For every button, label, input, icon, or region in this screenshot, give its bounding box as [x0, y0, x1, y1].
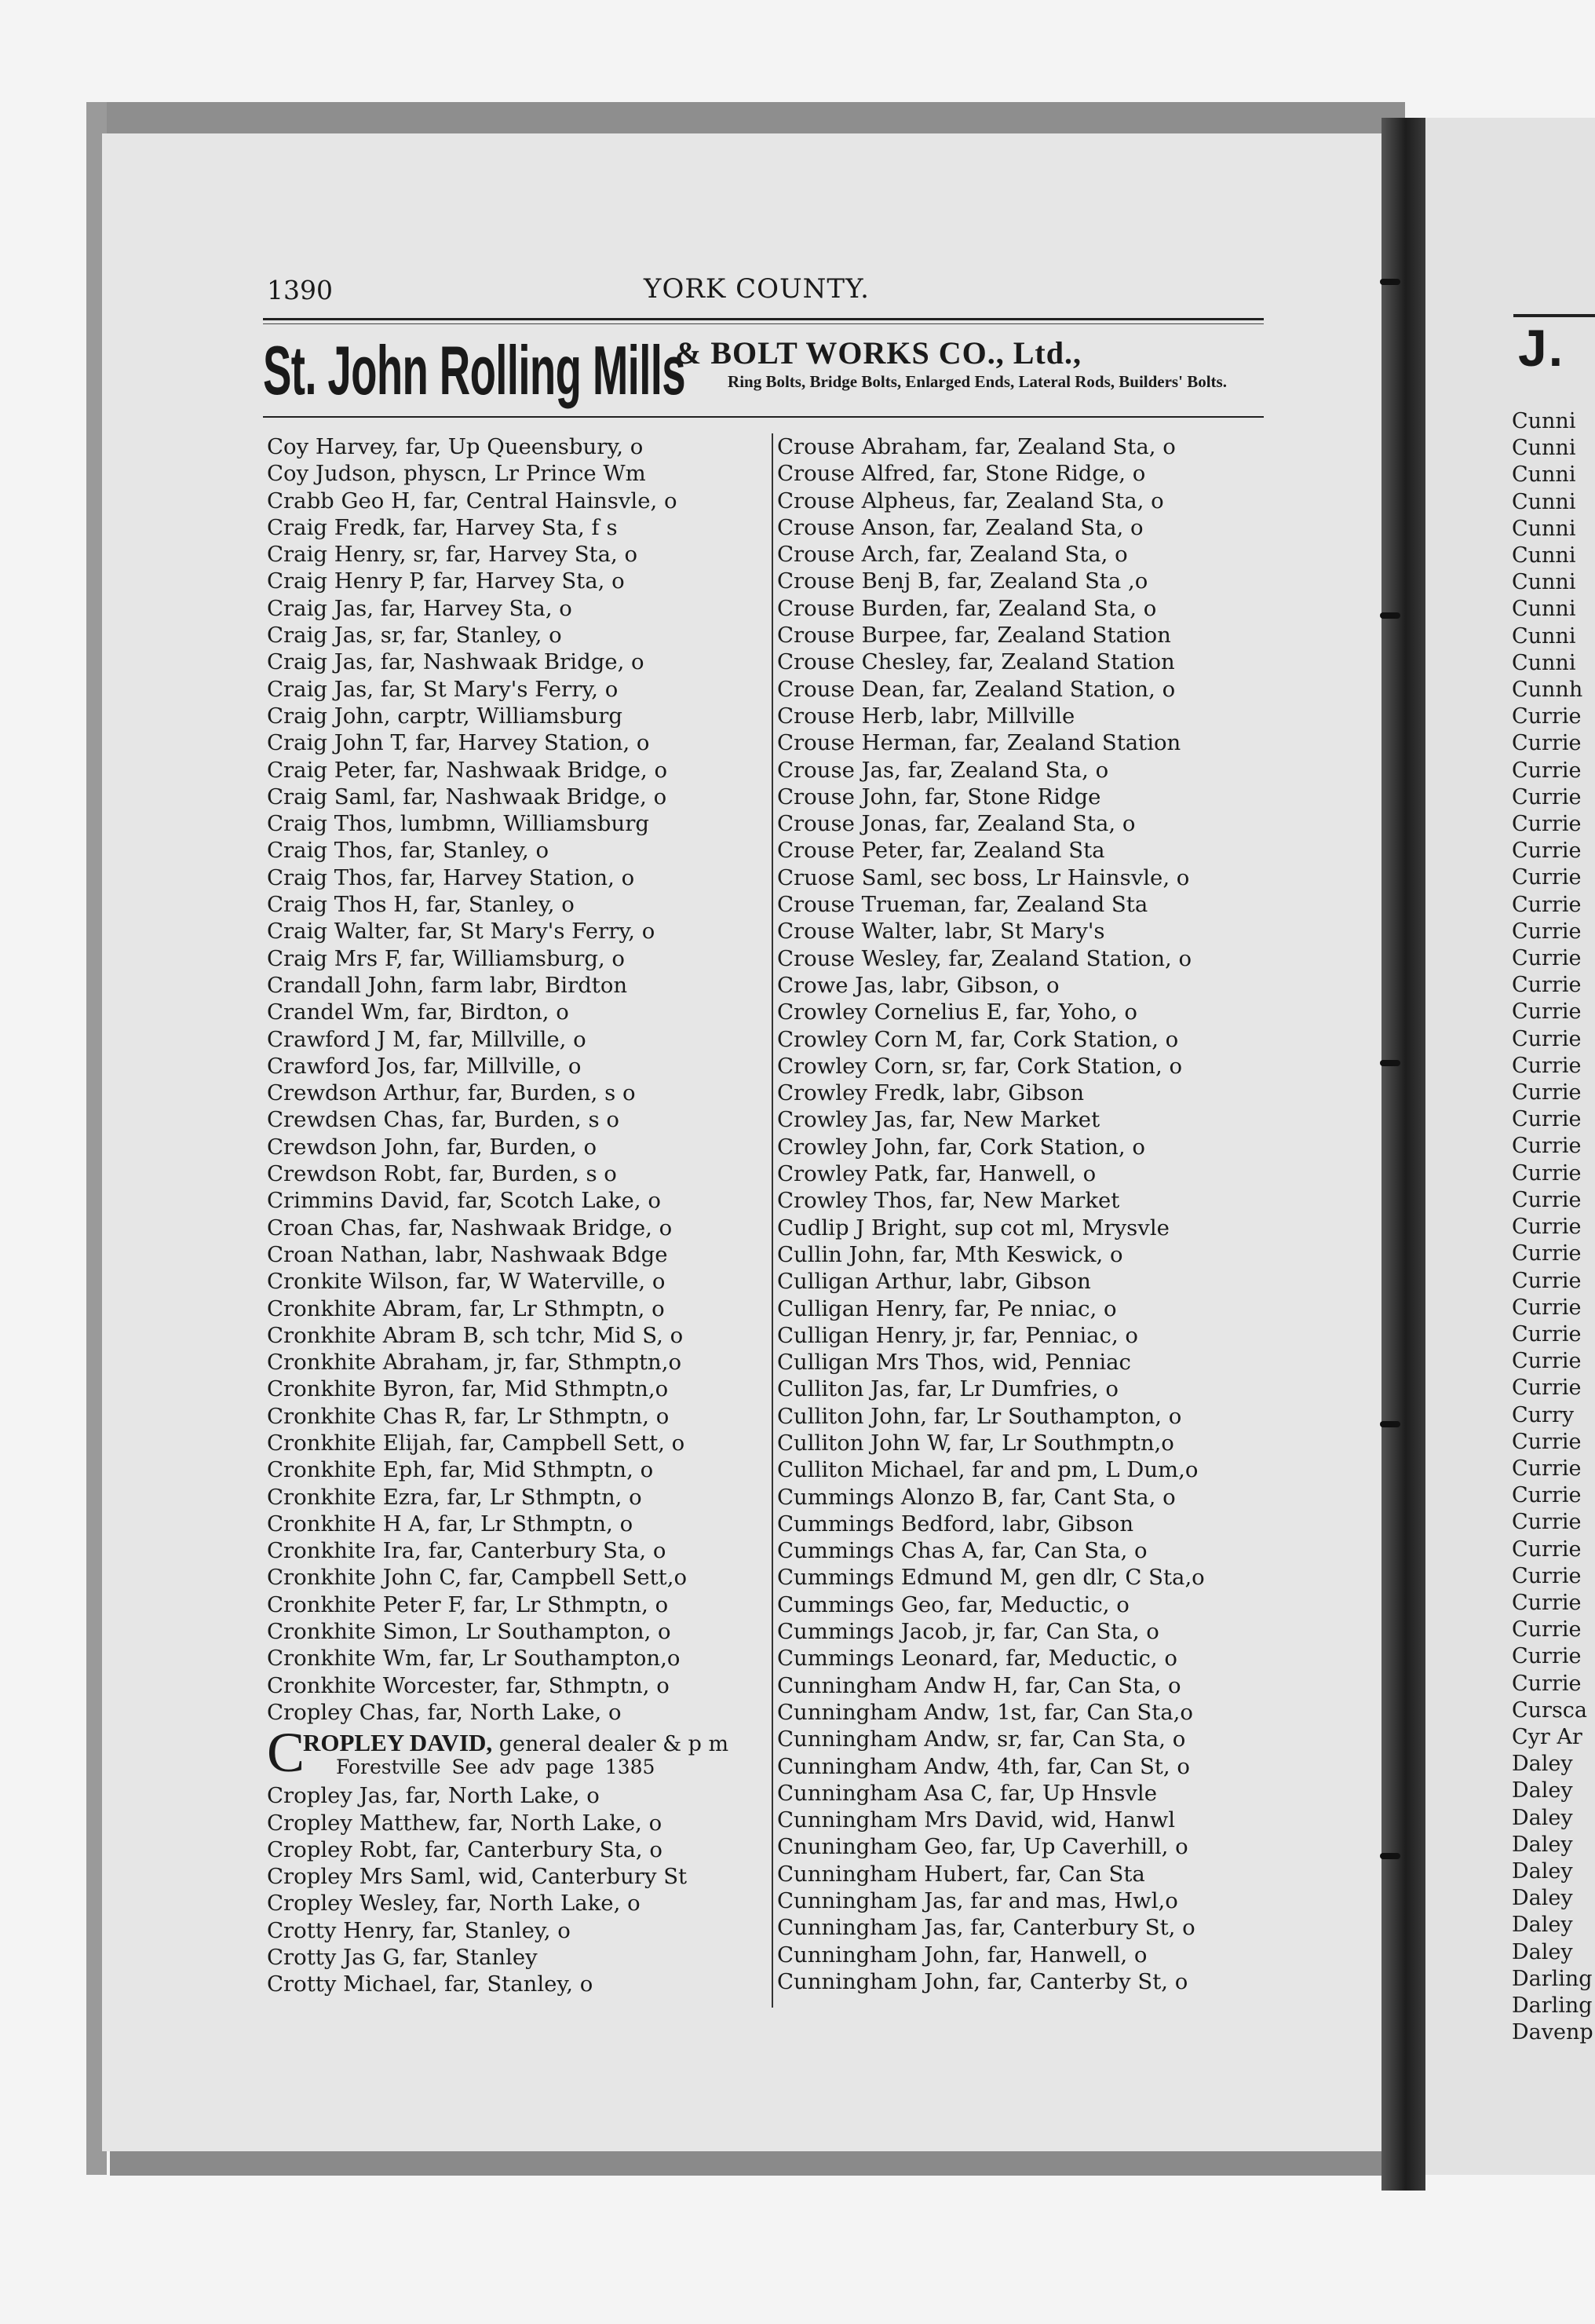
facing-page-entry: Daley — [1512, 1939, 1573, 1964]
directory-entry: Crouse Arch, far, Zealand Sta, o — [777, 542, 1128, 568]
featured-line-2: Forestville See adv page 1385 — [336, 1756, 655, 1779]
directory-entry: Cronkhite John C, far, Campbell Sett,o — [267, 1565, 688, 1591]
directory-entry: Cunningham John, far, Canterby St, o — [777, 1968, 1188, 1994]
directory-entry: Crewdsen Chas, far, Burden, s o — [267, 1107, 619, 1133]
directory-entry: Cunningham Andw H, far, Can Sta, o — [777, 1672, 1181, 1698]
page-number: 1390 — [267, 275, 333, 305]
facing-page-entry: Daley — [1512, 1805, 1573, 1830]
directory-entry: Cruose Saml, sec boss, Lr Hainsvle, o — [777, 864, 1190, 890]
facing-page-entry: Davenp — [1512, 2020, 1593, 2045]
directory-entry: Cullin John, far, Mth Keswick, o — [777, 1241, 1123, 1267]
directory-entry: Crowley John, far, Cork Station, o — [777, 1134, 1145, 1160]
facing-page-entry: Currie — [1512, 784, 1582, 809]
directory-entry: Crouse Herb, labr, Millville — [777, 703, 1075, 729]
facing-page-entry: Cunni — [1512, 543, 1576, 568]
directory-entry: Crouse Trueman, far, Zealand Sta — [777, 892, 1148, 918]
directory-entry: Crouse Burden, far, Zealand Sta, o — [777, 595, 1157, 621]
directory-entry: Crawford Jos, far, Millville, o — [267, 1053, 582, 1079]
directory-entry: Culligan Arthur, labr, Gibson — [777, 1269, 1091, 1295]
directory-entry: Crouse Abraham, far, Zealand Sta, o — [777, 434, 1176, 459]
directory-entry: Cronkhite H A, far, Lr Sthmptn, o — [267, 1511, 633, 1537]
facing-page-entry: Cunni — [1512, 570, 1576, 595]
right-column — [777, 433, 1279, 1995]
facing-page-entry: Currie — [1512, 892, 1582, 917]
directory-entry: Cummings Edmund M, gen dlr, C Sta,o — [777, 1565, 1205, 1591]
binding-hole — [1380, 1853, 1400, 1859]
directory-entry: Cropley Chas, far, North Lake, o — [267, 1699, 622, 1725]
directory-entry: Cudlip J Bright, sup cot ml, Mrysvle — [777, 1215, 1170, 1241]
directory-entry: Coy Harvey, far, Up Queensbury, o — [267, 434, 644, 459]
directory-entry: Crandall John, farm labr, Birdton — [267, 972, 628, 998]
facing-page-entry: Currie — [1512, 1160, 1582, 1186]
facing-page-entry: Currie — [1512, 946, 1582, 971]
directory-entry: Crewdson Arthur, far, Burden, s o — [267, 1080, 636, 1106]
directory-entry: Craig Thos, far, Harvey Station, o — [267, 864, 635, 890]
directory-entry: Crouse Chesley, far, Zealand Station — [777, 649, 1175, 675]
directory-entry: Croan Chas, far, Nashwaak Bridge, o — [267, 1215, 673, 1241]
running-title: YORK COUNTY. — [644, 273, 870, 305]
directory-entry: Crowley Cornelius E, far, Yoho, o — [777, 999, 1137, 1025]
facing-page-header: J. — [1518, 319, 1565, 377]
directory-entry: Craig Jas, far, Nashwaak Bridge, o — [267, 649, 644, 675]
facing-page-entry: Cunni — [1512, 409, 1576, 433]
facing-page-entry: Cunni — [1512, 516, 1576, 541]
directory-entry: Culliton Jas, far, Lr Dumfries, o — [777, 1376, 1119, 1402]
facing-page-entry: Currie — [1512, 1107, 1582, 1132]
binding-hole — [1380, 1060, 1400, 1066]
directory-entry: Culligan Mrs Thos, wid, Penniac — [777, 1350, 1131, 1376]
directory-entry: Crabb Geo H, far, Central Hainsvle, o — [267, 488, 677, 513]
directory-entry: Cunningham Asa C, far, Up Hnsvle — [777, 1780, 1157, 1806]
directory-entry: Crewdson Robt, far, Burden, s o — [267, 1161, 617, 1187]
facing-page-entry: Daley — [1512, 1858, 1573, 1884]
directory-entry: Cropley Mrs Saml, wid, Canterbury St — [267, 1864, 688, 1890]
directory-entry: Cropley Jas, far, North Lake, o — [267, 1783, 600, 1809]
directory-entry: Craig Jas, sr, far, Stanley, o — [267, 623, 562, 649]
featured-name: ROPLEY DAVID, — [303, 1729, 493, 1757]
facing-page-entry: Currie — [1512, 1026, 1582, 1051]
directory-entry: Crotty Michael, far, Stanley, o — [267, 1971, 593, 1997]
directory-entry: Crotty Henry, far, Stanley, o — [267, 1917, 571, 1943]
directory-entry: Cronkhite Abraham, jr, far, Sthmptn,o — [267, 1350, 682, 1376]
facing-page-entry: Currie — [1512, 1134, 1582, 1159]
directory-entry: Craig John, carptr, Williamsburg — [267, 703, 623, 729]
directory-entry: Cummings Leonard, far, Meductic, o — [777, 1646, 1177, 1672]
right-entries — [777, 433, 1279, 1995]
directory-entry: Craig Thos H, far, Stanley, o — [267, 892, 575, 918]
facing-page-entry: Currie — [1512, 1456, 1582, 1481]
directory-entry: Craig Jas, far, St Mary's Ferry, o — [267, 676, 619, 702]
directory-entry: Cronkhite Wm, far, Lr Southampton,o — [267, 1646, 681, 1672]
directory-entry: Crowley Thos, far, New Market — [777, 1188, 1120, 1214]
book-gutter — [1381, 118, 1425, 2191]
facing-page-entry: Darling — [1512, 1966, 1593, 1991]
facing-page-entry: Currie — [1512, 1268, 1582, 1293]
directory-entry: Culligan Henry, jr, far, Penniac, o — [777, 1322, 1138, 1348]
directory-entry: Craig Fredk, far, Harvey Sta, f s — [267, 514, 618, 540]
directory-entry: Craig Peter, far, Nashwaak Bridge, o — [267, 757, 668, 783]
directory-entry: Cronkhite Ezra, far, Lr Sthmptn, o — [267, 1484, 642, 1510]
directory-entry: Crandel Wm, far, Birdton, o — [267, 999, 569, 1025]
directory-entry: Cummings Chas A, far, Can Sta, o — [777, 1538, 1148, 1564]
directory-entry: Cronkhite Peter F, far, Lr Sthmptn, o — [267, 1591, 669, 1617]
directory-entry: Croan Nathan, labr, Nashwaak Bdge — [267, 1241, 668, 1267]
directory-entry: Cronkhite Elijah, far, Campbell Sett, o — [267, 1430, 685, 1456]
directory-entry: Crewdson John, far, Burden, o — [267, 1134, 597, 1160]
facing-page-entry: Darling — [1512, 1993, 1593, 2018]
directory-entry: Cummings Alonzo B, far, Cant Sta, o — [777, 1484, 1176, 1510]
facing-page-entry: Currie — [1512, 1295, 1582, 1320]
directory-entry: Crowley Corn M, far, Cork Station, o — [777, 1026, 1179, 1052]
directory-entry: Craig Henry P, far, Harvey Sta, o — [267, 568, 625, 594]
facing-page-entry: Currie — [1512, 1187, 1582, 1212]
facing-page-entry: Currie — [1512, 1590, 1582, 1615]
facing-page-entry: Currie — [1512, 865, 1582, 890]
facing-page-entry: Currie — [1512, 1241, 1582, 1266]
facing-page-entry: Currie — [1512, 1053, 1582, 1078]
facing-page-entry: Currie — [1512, 839, 1582, 864]
facing-page-entry: Daley — [1512, 1832, 1573, 1857]
directory-entry: Cropley Matthew, far, North Lake, o — [267, 1810, 662, 1836]
facing-page-entry: Currie — [1512, 1483, 1582, 1508]
left-entries — [267, 433, 769, 1726]
directory-entry: Cunningham Jas, far, Canterbury St, o — [777, 1915, 1195, 1941]
ad-rule — [263, 416, 1264, 418]
facing-page-entry: Cunni — [1512, 623, 1576, 649]
facing-page-entry: Cunni — [1512, 650, 1576, 675]
directory-entry: Craig Thos, lumbmn, Williamsburg — [267, 811, 649, 837]
directory-entry: Crotty Jas G, far, Stanley — [267, 1945, 538, 1971]
directory-entry: Culliton John W, far, Lr Southmptn,o — [777, 1430, 1174, 1456]
facing-page-entry: Cursca — [1512, 1697, 1588, 1723]
directory-entry: Crouse Jas, far, Zealand Sta, o — [777, 757, 1109, 783]
directory-entry: Crowley Jas, far, New Market — [777, 1107, 1100, 1133]
facing-page — [1425, 118, 1595, 2175]
facing-page-entry: Currie — [1512, 812, 1582, 837]
facing-page-entries — [1512, 408, 1595, 2046]
directory-entry: Culliton John, far, Lr Southampton, o — [777, 1403, 1182, 1429]
directory-entry: Craig Mrs F, far, Williamsburg, o — [267, 945, 625, 971]
left-column — [267, 433, 769, 1998]
directory-entry: Coy Judson, physcn, Lr Prince Wm — [267, 461, 646, 487]
directory-entry: Crimmins David, far, Scotch Lake, o — [267, 1188, 661, 1214]
directory-entry: Crowley Patk, far, Hanwell, o — [777, 1161, 1097, 1187]
facing-page-entry: Currie — [1512, 1215, 1582, 1240]
directory-entry: Crouse Dean, far, Zealand Station, o — [777, 676, 1176, 702]
featured-line-1 — [303, 1729, 728, 1757]
book-edge-bottom — [110, 2147, 1397, 2176]
directory-entry: Craig Jas, far, Harvey Sta, o — [267, 595, 572, 621]
directory-entry: Cronkhite Eph, far, Mid Sthmptn, o — [267, 1457, 654, 1483]
facing-page-entry: Daley — [1512, 1886, 1573, 1911]
directory-entry: Craig Saml, far, Nashwaak Bridge, o — [267, 784, 667, 809]
directory-entry: Crouse Wesley, far, Zealand Station, o — [777, 945, 1192, 971]
directory-entry: Craig Henry, sr, far, Harvey Sta, o — [267, 542, 638, 568]
directory-entry: Crouse Alfred, far, Stone Ridge, o — [777, 461, 1146, 487]
directory-entry: Cummings Jacob, jr, far, Can Sta, o — [777, 1619, 1159, 1645]
directory-entry: Cunningham Hubert, far, Can Sta — [777, 1861, 1145, 1887]
directory-entry: Cnuningham Geo, far, Up Caverhill, o — [777, 1834, 1188, 1860]
directory-entry: Cunningham Mrs David, wid, Hanwl — [777, 1807, 1176, 1833]
facing-page-entry: Currie — [1512, 919, 1582, 944]
directory-entry: Crouse Anson, far, Zealand Sta, o — [777, 514, 1144, 540]
facing-page-entry: Daley — [1512, 1778, 1573, 1803]
directory-entry: Crouse Jonas, far, Zealand Sta, o — [777, 811, 1136, 837]
directory-entry: Culliton Michael, far and pm, L Dum,o — [777, 1457, 1199, 1483]
directory-entry: Crouse Benj B, far, Zealand Sta ,o — [777, 568, 1148, 594]
directory-entry: Crouse John, far, Stone Ridge — [777, 784, 1101, 809]
featured-business: general dealer & p m — [498, 1732, 729, 1757]
directory-entry: Cunningham Andw, sr, far, Can Sta, o — [777, 1727, 1186, 1752]
directory-entry: Cropley Robt, far, Canterbury Sta, o — [267, 1836, 662, 1862]
directory-entry: Cronkhite Ira, far, Canterbury Sta, o — [267, 1538, 666, 1564]
facing-page-entry: Cyr Ar — [1512, 1724, 1582, 1749]
facing-page-entry: Cunnh — [1512, 678, 1583, 703]
ad-products: Ring Bolts, Bridge Bolts, Enlarged Ends, Lateral Rods, Builders' Bolts. — [728, 372, 1227, 391]
directory-entry: Culligan Henry, far, Pe nniac, o — [777, 1295, 1117, 1321]
directory-entry: Crawford J M, far, Millville, o — [267, 1026, 586, 1052]
facing-page-entry: Currie — [1512, 758, 1582, 783]
binding-hole — [1380, 279, 1400, 285]
facing-page-entry: Currie — [1512, 1429, 1582, 1454]
left-entries-continued — [267, 1782, 769, 1997]
facing-page-entry: Currie — [1512, 704, 1582, 729]
facing-page-entry: Currie — [1512, 1321, 1582, 1347]
facing-page-entry: Daley — [1512, 1913, 1573, 1938]
facing-page-entry: Cunni — [1512, 489, 1576, 514]
directory-entry: Craig John T, far, Harvey Station, o — [267, 730, 650, 756]
directory-entry: Crowe Jas, labr, Gibson, o — [777, 972, 1060, 998]
facing-page-entry: Currie — [1512, 1349, 1582, 1374]
directory-entry: Craig Thos, far, Stanley, o — [267, 838, 549, 864]
directory-entry: Craig Walter, far, St Mary's Ferry, o — [267, 919, 655, 945]
directory-entry: Crouse Herman, far, Zealand Station — [777, 730, 1181, 756]
directory-entry: Crouse Walter, labr, St Mary's — [777, 919, 1105, 945]
facing-page-entry: Currie — [1512, 999, 1582, 1025]
directory-entry: Cronkhite Abram, far, Lr Sthmptn, o — [267, 1295, 665, 1321]
directory-entry: Cunningham Jas, far and mas, Hwl,o — [777, 1888, 1178, 1914]
facing-page-entry: Currie — [1512, 1376, 1582, 1401]
directory-entry: Cronkhite Simon, Lr Southampton, o — [267, 1619, 671, 1645]
directory-entry: Cronkhite Abram B, sch tchr, Mid S, o — [267, 1322, 684, 1348]
directory-entry: Crowley Fredk, labr, Gibson — [777, 1080, 1085, 1106]
facing-page-entry: Currie — [1512, 1671, 1582, 1696]
facing-page-entry: Daley — [1512, 1752, 1573, 1777]
directory-entry: Cronkhite Chas R, far, Lr Sthmptn, o — [267, 1403, 670, 1429]
directory-entry: Crouse Peter, far, Zealand Sta — [777, 838, 1105, 864]
column-divider — [772, 433, 773, 2008]
facing-page-entry: Currie — [1512, 1644, 1582, 1669]
directory-entry: Crowley Corn, sr, far, Cork Station, o — [777, 1053, 1183, 1079]
binding-hole — [1380, 1421, 1400, 1427]
featured-initial: C — [267, 1721, 305, 1785]
directory-entry: Cunningham Andw, 1st, far, Can Sta,o — [777, 1699, 1193, 1725]
facing-page-entry: Cunni — [1512, 436, 1576, 461]
facing-page-entry: Cunni — [1512, 597, 1576, 622]
header-rule-thin — [263, 323, 1264, 324]
facing-page-entry: Currie — [1512, 1510, 1582, 1535]
directory-entry: Cronkhite Byron, far, Mid Sthmptn,o — [267, 1376, 669, 1402]
facing-page-rule — [1513, 314, 1595, 317]
directory-entry: Crouse Alpheus, far, Zealand Sta, o — [777, 488, 1164, 513]
directory-entry: Cronkhite Worcester, far, Sthmptn, o — [267, 1672, 670, 1698]
ad-company-name: St. John Rolling Mills — [263, 331, 686, 409]
directory-entry: Cronkite Wilson, far, W Waterville, o — [267, 1269, 666, 1295]
featured-listing — [267, 1721, 769, 1785]
directory-entry: Cunningham John, far, Hanwell, o — [777, 1942, 1148, 1968]
facing-page-entry: Currie — [1512, 1080, 1582, 1105]
directory-entry: Crouse Burpee, far, Zealand Station — [777, 623, 1171, 649]
directory-entry: Cummings Geo, far, Meductic, o — [777, 1591, 1130, 1617]
facing-page-entry: Currie — [1512, 1537, 1582, 1562]
directory-entry: Cunningham Andw, 4th, far, Can St, o — [777, 1753, 1190, 1779]
header-rule — [263, 318, 1264, 320]
ad-subtitle: & BOLT WORKS CO., Ltd., — [675, 335, 1082, 371]
directory-entry: Cropley Wesley, far, North Lake, o — [267, 1891, 641, 1917]
facing-page-entry: Currie — [1512, 1563, 1582, 1588]
facing-page-entry: Currie — [1512, 1617, 1582, 1643]
advertisement-banner — [263, 330, 1264, 416]
facing-page-entry: Curry — [1512, 1402, 1575, 1427]
facing-page-entry: Currie — [1512, 731, 1582, 756]
binding-hole — [1380, 612, 1400, 619]
facing-page-entry: Cunni — [1512, 462, 1576, 488]
directory-entry: Cummings Bedford, labr, Gibson — [777, 1511, 1134, 1537]
facing-page-entry: Currie — [1512, 973, 1582, 998]
